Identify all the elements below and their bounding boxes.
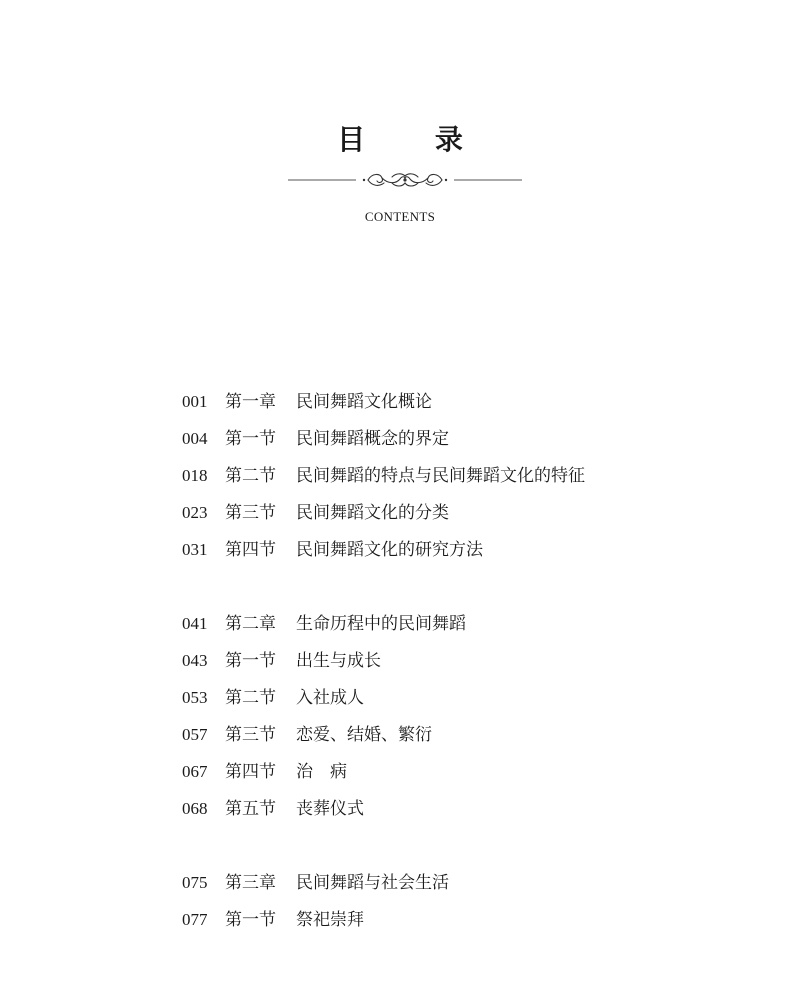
ornament-divider	[288, 170, 522, 190]
toc-page-number: 001	[182, 392, 208, 411]
toc-page-number: 023	[182, 503, 208, 522]
toc-section-label: 第五节	[225, 799, 276, 819]
toc-entry[interactable]	[182, 869, 742, 906]
toc-page-number: 041	[182, 614, 208, 633]
toc-page-number: 075	[182, 873, 208, 892]
toc-section-label: 第二节	[225, 466, 276, 486]
toc-page-number: 004	[182, 429, 208, 448]
toc-section-label: 第一节	[225, 429, 276, 449]
toc-entry-title: 入社成人	[296, 688, 364, 708]
toc-page-number: 068	[182, 799, 208, 818]
toc-entry-title: 丧葬仪式	[296, 799, 364, 819]
toc-section-label: 第一节	[225, 651, 276, 671]
toc-entry-title: 生命历程中的民间舞蹈	[296, 614, 466, 634]
toc-entry-title: 治 病	[296, 762, 347, 782]
toc-group	[182, 388, 742, 573]
toc-group	[182, 610, 742, 832]
toc-section-label: 第三节	[225, 503, 276, 523]
toc-entry[interactable]	[182, 388, 742, 425]
toc-section-label: 第一章	[225, 392, 276, 412]
toc-entry[interactable]	[182, 425, 742, 462]
toc-entry-title: 出生与成长	[296, 651, 381, 671]
toc-page-number: 031	[182, 540, 208, 559]
toc-entry[interactable]	[182, 721, 742, 758]
toc-section-label: 第三节	[225, 725, 276, 745]
toc-section-label: 第三章	[225, 873, 276, 893]
toc-entry[interactable]	[182, 647, 742, 684]
toc-entry[interactable]	[182, 462, 742, 499]
toc-page-number: 018	[182, 466, 208, 485]
toc-entry[interactable]	[182, 536, 742, 573]
toc-entry[interactable]	[182, 758, 742, 795]
toc-entry-title: 祭祀崇拜	[296, 910, 364, 930]
toc-page-number: 043	[182, 651, 208, 670]
toc-page-number: 067	[182, 762, 208, 781]
toc-entry[interactable]	[182, 499, 742, 536]
toc-entry[interactable]	[182, 906, 742, 943]
toc-entry-title: 民间舞蹈文化概论	[296, 392, 432, 412]
toc-entry-title: 恋爱、结婚、繁衍	[296, 725, 432, 745]
toc-entry[interactable]	[182, 684, 742, 721]
table-of-contents	[182, 388, 742, 943]
toc-group	[182, 869, 742, 943]
contents-subtitle: CONTENTS	[364, 209, 436, 224]
toc-section-label: 第四节	[225, 762, 276, 782]
toc-page-number: 057	[182, 725, 208, 744]
toc-entry[interactable]	[182, 610, 742, 647]
toc-entry-title: 民间舞蹈的特点与民间舞蹈文化的特征	[296, 466, 585, 486]
toc-entry-title: 民间舞蹈与社会生活	[296, 873, 449, 893]
toc-entry-title: 民间舞蹈文化的研究方法	[296, 540, 483, 560]
toc-entry-title: 民间舞蹈概念的界定	[296, 429, 449, 449]
toc-page-number: 053	[182, 688, 208, 707]
toc-entry-title: 民间舞蹈文化的分类	[296, 503, 449, 523]
toc-entry[interactable]	[182, 795, 742, 832]
page-title: 目 录	[337, 123, 493, 156]
toc-section-label: 第二节	[225, 688, 276, 708]
toc-section-label: 第二章	[225, 614, 276, 634]
toc-page-number: 077	[182, 910, 208, 929]
toc-section-label: 第四节	[225, 540, 276, 560]
toc-section-label: 第一节	[225, 910, 276, 930]
